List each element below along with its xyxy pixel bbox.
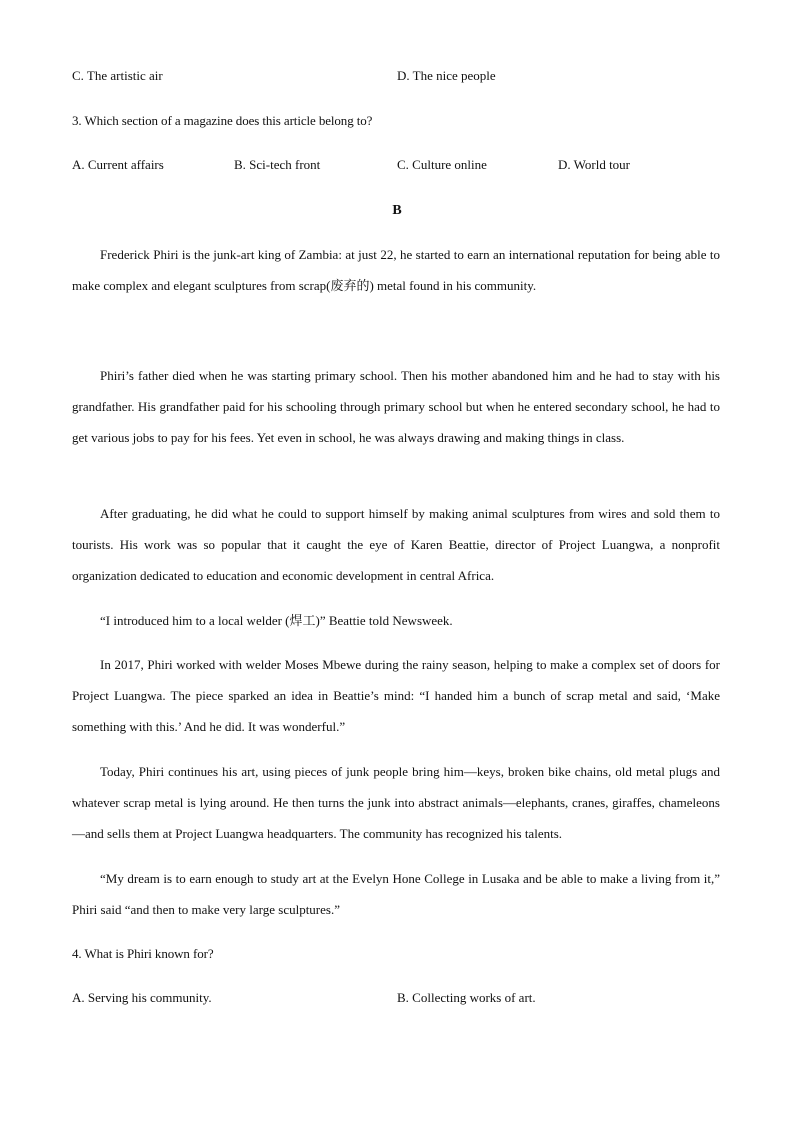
section-b-title: B bbox=[392, 203, 402, 218]
passage-paragraph-7: “My dream is to earn enough to study art at the Evelyn Hone College in Lusaka and be able to make a living from it,” Phiri said “and then to make very large sculptures.” bbox=[72, 871, 720, 917]
q3-option-c: C. Culture online bbox=[397, 157, 487, 172]
q4-question: 4. What is Phiri known for? bbox=[72, 946, 214, 961]
passage-paragraph-3: After graduating, he did what he could to support himself by making animal sculptures from wires and sold them to tourists. His work was so popular that it caught the eye of Karen Beattie, director of Project Luangwa, a nonprofit organization dedicated to education and economic development in central Africa. bbox=[72, 506, 720, 583]
passage-paragraph-4: “I introduced him to a local welder (焊工)” Beattie told Newsweek. bbox=[100, 613, 453, 628]
q4-option-b: B. Collecting works of art. bbox=[397, 990, 536, 1005]
q3-option-a: A. Current affairs bbox=[72, 157, 164, 172]
q3-option-d: D. World tour bbox=[558, 157, 631, 172]
q4-option-a: A. Serving his community. bbox=[72, 990, 212, 1005]
passage-paragraph-2: Phiri’s father died when he was starting primary school. Then his mother abandoned him and he had to stay with his grandfather. His grandfather paid for his schooling through primary school but when he entered secondary school, he had to get various jobs to pay for his fees. Yet even in school, he was always drawing and making things in class. bbox=[72, 368, 720, 445]
q2-option-d: D. The nice people bbox=[397, 68, 496, 83]
passage-paragraph-6: Today, Phiri continues his art, using pieces of junk people bring him—keys, broken bike chains, old metal plugs and whatever scrap metal is lying around. He then turns the junk into abstract animals—elephants, cranes, giraffes, chameleons—and sells them at Project Luangwa headquarters. The community has recognized his talents. bbox=[72, 764, 720, 841]
passage-paragraph-1: Frederick Phiri is the junk-art king of Zambia: at just 22, he started to earn an international reputation for being able to make complex and elegant sculptures from scrap(废弃的) metal found in his community. bbox=[72, 247, 720, 293]
q3-question: 3. Which section of a magazine does this article belong to? bbox=[72, 113, 373, 128]
q2-option-c: C. The artistic air bbox=[72, 68, 163, 83]
q3-option-b: B. Sci-tech front bbox=[234, 157, 321, 172]
passage-paragraph-5: In 2017, Phiri worked with welder Moses Mbewe during the rainy season, helping to make a complex set of doors for Project Luangwa. The piece sparked an idea in Beattie’s mind: “I handed him a bunch of scrap metal and said, ‘Make something with this.’ And he did. It was wonderful.” bbox=[72, 657, 720, 734]
